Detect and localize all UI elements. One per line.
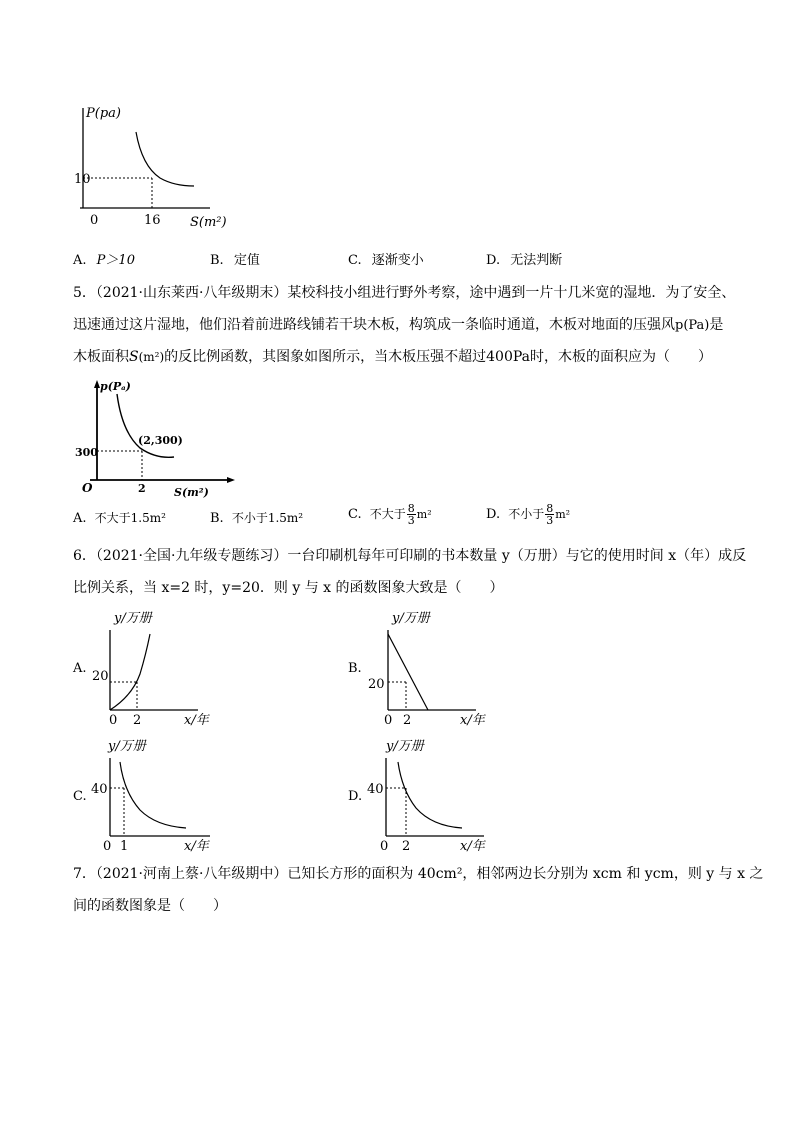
q5-option-d-text: 不小于 bbox=[508, 507, 545, 521]
q4-y-axis-label: P(pa) bbox=[86, 106, 121, 121]
q5-y-axis-label: p(Pₐ) bbox=[100, 380, 131, 393]
q5-option-c-den: 3 bbox=[407, 514, 415, 527]
q5-option-d-unit: m² bbox=[555, 508, 571, 521]
q5-option-b-letter: B. bbox=[210, 511, 224, 526]
q6-option-d-letter: D. bbox=[348, 789, 363, 804]
q6-option-c-letter: C. bbox=[73, 789, 87, 804]
q6-b-x-label: x/年 bbox=[460, 713, 485, 728]
q6-a-x-label: x/年 bbox=[184, 713, 209, 728]
q4-option-d-letter: D. bbox=[486, 253, 501, 268]
q5-option-a-letter: A. bbox=[73, 511, 87, 526]
q5-x-axis-label: S(m²) bbox=[174, 486, 209, 498]
q6-b-x-tick: 2 bbox=[403, 713, 412, 728]
q7-line-1: 7．（2021·河南上蔡·八年级期中）已知长方形的面积为 40cm²，相邻两边长分别为 xcm 和 ycm，则 y 与 x 之 bbox=[73, 866, 764, 882]
q5-line-3-unit: (m²) bbox=[138, 350, 165, 364]
q6-c-x-label: x/年 bbox=[184, 839, 209, 854]
q4-option-a-letter: A. bbox=[73, 253, 87, 268]
q6-d-y-label: y/万册 bbox=[386, 739, 424, 754]
q6-b-y-tick: 20 bbox=[368, 677, 385, 692]
q5-option-c-letter: C. bbox=[348, 507, 362, 522]
q4-option-b-text: 定值 bbox=[233, 253, 260, 268]
q5-option-d bbox=[486, 503, 570, 526]
q6-c-x-tick: 1 bbox=[120, 839, 129, 854]
q5-line-2 bbox=[73, 316, 723, 335]
q6-option-b-letter: B. bbox=[348, 661, 362, 676]
q4-graph bbox=[70, 100, 230, 230]
q4-option-d-text: 无法判断 bbox=[510, 253, 563, 268]
q6-a-y-tick: 20 bbox=[92, 669, 109, 684]
q5-option-a bbox=[73, 509, 166, 528]
q4-option-b-letter: B. bbox=[210, 253, 224, 268]
q5-option-c-num: 8 bbox=[407, 502, 415, 515]
q5-line-3 bbox=[73, 348, 712, 366]
q5-option-c-fraction bbox=[407, 503, 416, 526]
q5-line-2-tail: p(Pa) bbox=[675, 318, 710, 333]
q5-option-c-unit: m² bbox=[416, 508, 432, 521]
q5-option-b bbox=[210, 509, 303, 528]
q4-y-tick: 10 bbox=[74, 172, 91, 187]
q4-option-d bbox=[486, 252, 562, 270]
q4-option-c bbox=[348, 252, 424, 270]
q6-c-y-tick: 40 bbox=[91, 782, 108, 797]
q6-graph-d bbox=[366, 732, 526, 856]
q4-option-b bbox=[210, 252, 260, 270]
q6-c-origin: 0 bbox=[103, 839, 112, 854]
q6-d-x-tick: 2 bbox=[402, 839, 411, 854]
q5-line-3-var: S bbox=[129, 349, 139, 365]
q5-line-3-end: 的反比例函数，其图象如图所示，当木板压强不超过400Pa时，木板的面积应为（ ） bbox=[164, 349, 713, 365]
q5-option-a-text: 不大于1.5m² bbox=[94, 511, 166, 525]
q4-x-axis-label: S(m²) bbox=[190, 215, 227, 230]
q6-graph-b bbox=[366, 604, 526, 728]
q5-graph bbox=[70, 376, 240, 498]
q5-origin: O bbox=[82, 481, 93, 495]
q5-x-tick: 2 bbox=[138, 482, 146, 495]
q6-line-2: 比例关系，当 x=2 时，y=20．则 y 与 x 的函数图象大致是（ ） bbox=[73, 580, 504, 596]
q5-option-d-letter: D. bbox=[486, 507, 501, 522]
q5-option-d-den: 3 bbox=[546, 514, 554, 527]
q5-option-d-num: 8 bbox=[546, 502, 554, 515]
q6-graph-c bbox=[88, 732, 248, 856]
q5-option-b-text: 不小于1.5m² bbox=[231, 511, 304, 525]
q4-option-c-text: 逐渐变小 bbox=[371, 253, 424, 268]
q6-a-y-label: y/万册 bbox=[114, 611, 152, 626]
q6-d-y-tick: 40 bbox=[367, 782, 384, 797]
q4-option-c-letter: C. bbox=[348, 253, 362, 268]
q6-graph-a bbox=[88, 604, 248, 728]
q6-b-origin: 0 bbox=[384, 713, 393, 728]
q4-origin: 0 bbox=[90, 213, 99, 228]
q5-option-c bbox=[348, 503, 432, 526]
q6-d-origin: 0 bbox=[380, 839, 389, 854]
q5-line-2-text: 迅速通过这片湿地，他们沿着前进路线铺若干块木板，构筑成一条临时通道，木板对地面的压强风 bbox=[73, 317, 675, 333]
q7-line-2: 间的函数图象是（ ） bbox=[73, 898, 227, 914]
q6-a-x-tick: 2 bbox=[133, 713, 142, 728]
q6-d-x-label: x/年 bbox=[460, 839, 485, 854]
q5-y-tick: 300 bbox=[75, 446, 98, 459]
q5-option-c-text: 不大于 bbox=[369, 507, 406, 521]
q4-x-tick: 16 bbox=[144, 213, 161, 228]
q5-point-label: (2,300) bbox=[138, 434, 183, 447]
q6-a-origin: 0 bbox=[109, 713, 118, 728]
q5-option-d-fraction bbox=[545, 503, 554, 526]
q4-option-a bbox=[73, 252, 135, 270]
q5-line-3-start: 木板面积 bbox=[73, 349, 129, 365]
q6-b-y-label: y/万册 bbox=[392, 611, 430, 626]
q5-line-1: 5．（2021·山东莱西·八年级期末）某校科技小组进行野外考察，途中遇到一片十几米宽的湿地．为了安全、 bbox=[73, 285, 736, 301]
q6-option-a-letter: A. bbox=[73, 661, 87, 676]
q6-line-1: 6．（2021·全国·九年级专题练习）一台印刷机每年可印刷的书本数量 y（万册）与它的使用时间 x（年）成反 bbox=[73, 548, 747, 564]
q6-c-y-label: y/万册 bbox=[108, 739, 146, 754]
q4-option-a-text: P＞10 bbox=[96, 253, 135, 268]
q5-line-2-end: 是 bbox=[709, 317, 724, 333]
